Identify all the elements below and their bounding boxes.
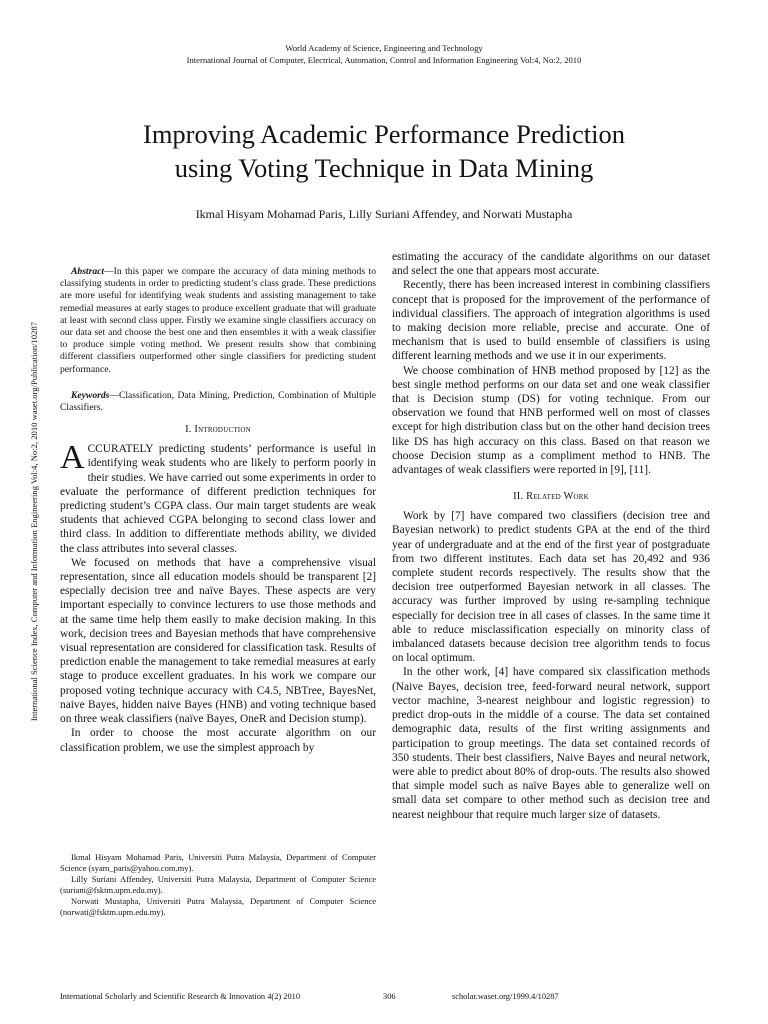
title-line-1: Improving Academic Performance Prediction	[143, 119, 625, 149]
intro-paragraph-1-text: predicting students’ performance is useful in identifying weak students who are likely to perform poorly in their studies. We have carried out some experiments in order to evaluate the performance of different prediction techniques for predicting student’s CGPA class. Our main target students are weak students that achieved CGPA belonging to second class lower and third class. In addition to differentiate methods ability, we divided the class attributes into several classes.	[60, 443, 376, 555]
abstract-text: In this paper we compare the accuracy of data mining methods to classifying students in order to predicting student’s class grade. These predictions are more useful for identifying weak students and assisting management to take remedial measures at early stages to produce excellent graduate that will graduate at least with second class upper. Firstly we examine single classifiers accuracy on our data set and choose the best one and then ensembles it with a weak classifier to produce simple voting method. We present results show that combining different classifiers outperformed other single classifiers for predicting student performance.	[60, 266, 376, 375]
side-index-text: International Science Index, Computer and Information Engineering Vol:4, No:2, 2010 waset.org/Publication/10287	[29, 322, 39, 722]
right-column	[392, 250, 710, 822]
footnote-3: Norwati Mustapha, Universiti Putra Malaysia, Department of Computer Science (norwati@fsktm.upm.edu.my).	[60, 896, 376, 917]
paper-title	[0, 117, 768, 185]
footnote-1: Ikmal Hisyam Mohamad Paris, Universiti Putra Malaysia, Department of Computer Science (syam_paris@yahoo.com.my).	[60, 852, 376, 873]
intro-lead-word: CCURATELY	[87, 443, 154, 456]
footnote-2: Lilly Suriani Affendey, Universiti Putra Malaysia, Department of Computer Science (suriani@fsktm.upm.edu.my).	[60, 874, 376, 895]
intro-paragraph-4: Recently, there has been increased interest in combining classifiers concept that is proposed for the improvement of the performance of individual classifiers. The approach of integration algorithms is used to making decision more reliable, precise and accurate. One of mechanism that is used to build ensemble of classifiers is using different learning methods and we use it in our experiments.	[392, 279, 710, 363]
keywords-text: Classification, Data Mining, Prediction, Combination of Multiple Classifiers.	[60, 389, 376, 414]
section-1-numeral: I.	[185, 424, 192, 436]
intro-paragraph-2: We focused on methods that have a comprehensive visual representation, since all education models should be transparent [2] especially decision tree and naïve Bayes. These aspects are very important especially to convince lecturers to use those methods and at the same time help them easily to make decision making. In this work, decision trees and Bayesian methods that have comprehensive visual representation are considered for classification task. Results of prediction enable the management to take remedial measures at early stage to produce excellent graduates. In his work we compare our proposed voting technique accuracy with C4.5, NBTree, BayesNet, naive Bayes, hidden naive Bayes (HNB) and voting technique based on three weak classifiers (naïve Bayes, OneR and Decision stump).	[60, 556, 376, 726]
keywords	[60, 390, 376, 414]
drop-cap: A	[60, 439, 85, 477]
section-1-title: Introduction	[194, 424, 251, 436]
intro-paragraph-1	[60, 439, 376, 556]
intro-paragraph-5: We choose combination of HNB method proposed by [12] as the best single method performs on our data set and one weak classifier that is Decision stump (DS) for voting technique. From our observation we found that HNB performed well on most of classes except for high distribution class but on the other hand decision trees like DS has high accuracy on this class. Based on that reason we choose Decision stump as a compliment method to HNB. The advantages of weak classifiers were reported in [9], [11].	[392, 364, 710, 477]
footer-publisher: International Scholarly and Scientific Research & Innovation 4(2) 2010	[60, 992, 301, 1001]
related-work-paragraph-1: Work by [7] have compared two classifiers (decision tree and Bayesian network) to predict students GPA at the end of the third year of undergraduate and at the end of the first year of postgraduate from two different institutes. Each data set has 20,492 and 936 complete student records respectively. The results show that the decision tree outperformed Bayesian network in all classes. The accuracy was further improved by using re-sampling technique especially for decision tree in all cases of classes. In the same time it able to reduce misclassification especially on minority class of imbalanced datasets because decision tree algorithm tends to focus on local optimum.	[392, 510, 710, 665]
journal-header-line-2: International Journal of Computer, Electrical, Automation, Control and Information Engineering Vol:4, No:2, 2010	[186, 55, 582, 65]
author-list: Ikmal Hisyam Mohamad Paris, Lilly Suriani Affendey, and Norwati Mustapha	[195, 207, 573, 221]
footer-url[interactable]: scholar.waset.org/1999.4/10287	[452, 992, 559, 1001]
journal-header-line-1: World Academy of Science, Engineering and Technology	[285, 43, 483, 53]
keywords-label: Keywords	[71, 389, 110, 401]
abstract-dash: —	[104, 266, 114, 277]
side-index-note	[26, 322, 42, 722]
intro-paragraph-3: In order to choose the most accurate algorithm on our classification problem, we use the simplest approach by	[60, 727, 376, 754]
intro-paragraph-3-continued: estimating the accuracy of the candidate algorithms on our dataset and select the one that appears most accurate.	[392, 251, 710, 278]
keywords-dash: —	[109, 389, 119, 401]
author-footnotes	[60, 852, 376, 918]
section-2-heading	[392, 491, 710, 502]
abstract	[60, 266, 376, 376]
section-2-title: Related Work	[526, 491, 589, 503]
section-1-heading	[60, 424, 376, 435]
left-column	[60, 266, 376, 755]
related-work-paragraph-2: In the other work, [4] have compared six classification methods (Naive Bayes, decision tree, feed-forward neural network, support vector machine, 3-nearest neighbour and logistic regression) to predict drop-outs in the middle of a course. The data set contained demographic data, results of the first writing assignments and participation to group meetings. The data set contained records of 350 students. Their best classifiers, Naive Bayes and neural network, were able to predict about 80% of drop-outs. The results also showed that simple model such as naïve Bayes able to generalize well on small data set compare to other method such as decision tree and nearest neighbour that require much larger size of datasets.	[392, 666, 710, 821]
title-line-2: using Voting Technique in Data Mining	[174, 153, 594, 183]
page-number: 306	[383, 992, 396, 1001]
abstract-label: Abstract	[71, 266, 105, 277]
section-2-numeral: II.	[513, 491, 524, 503]
